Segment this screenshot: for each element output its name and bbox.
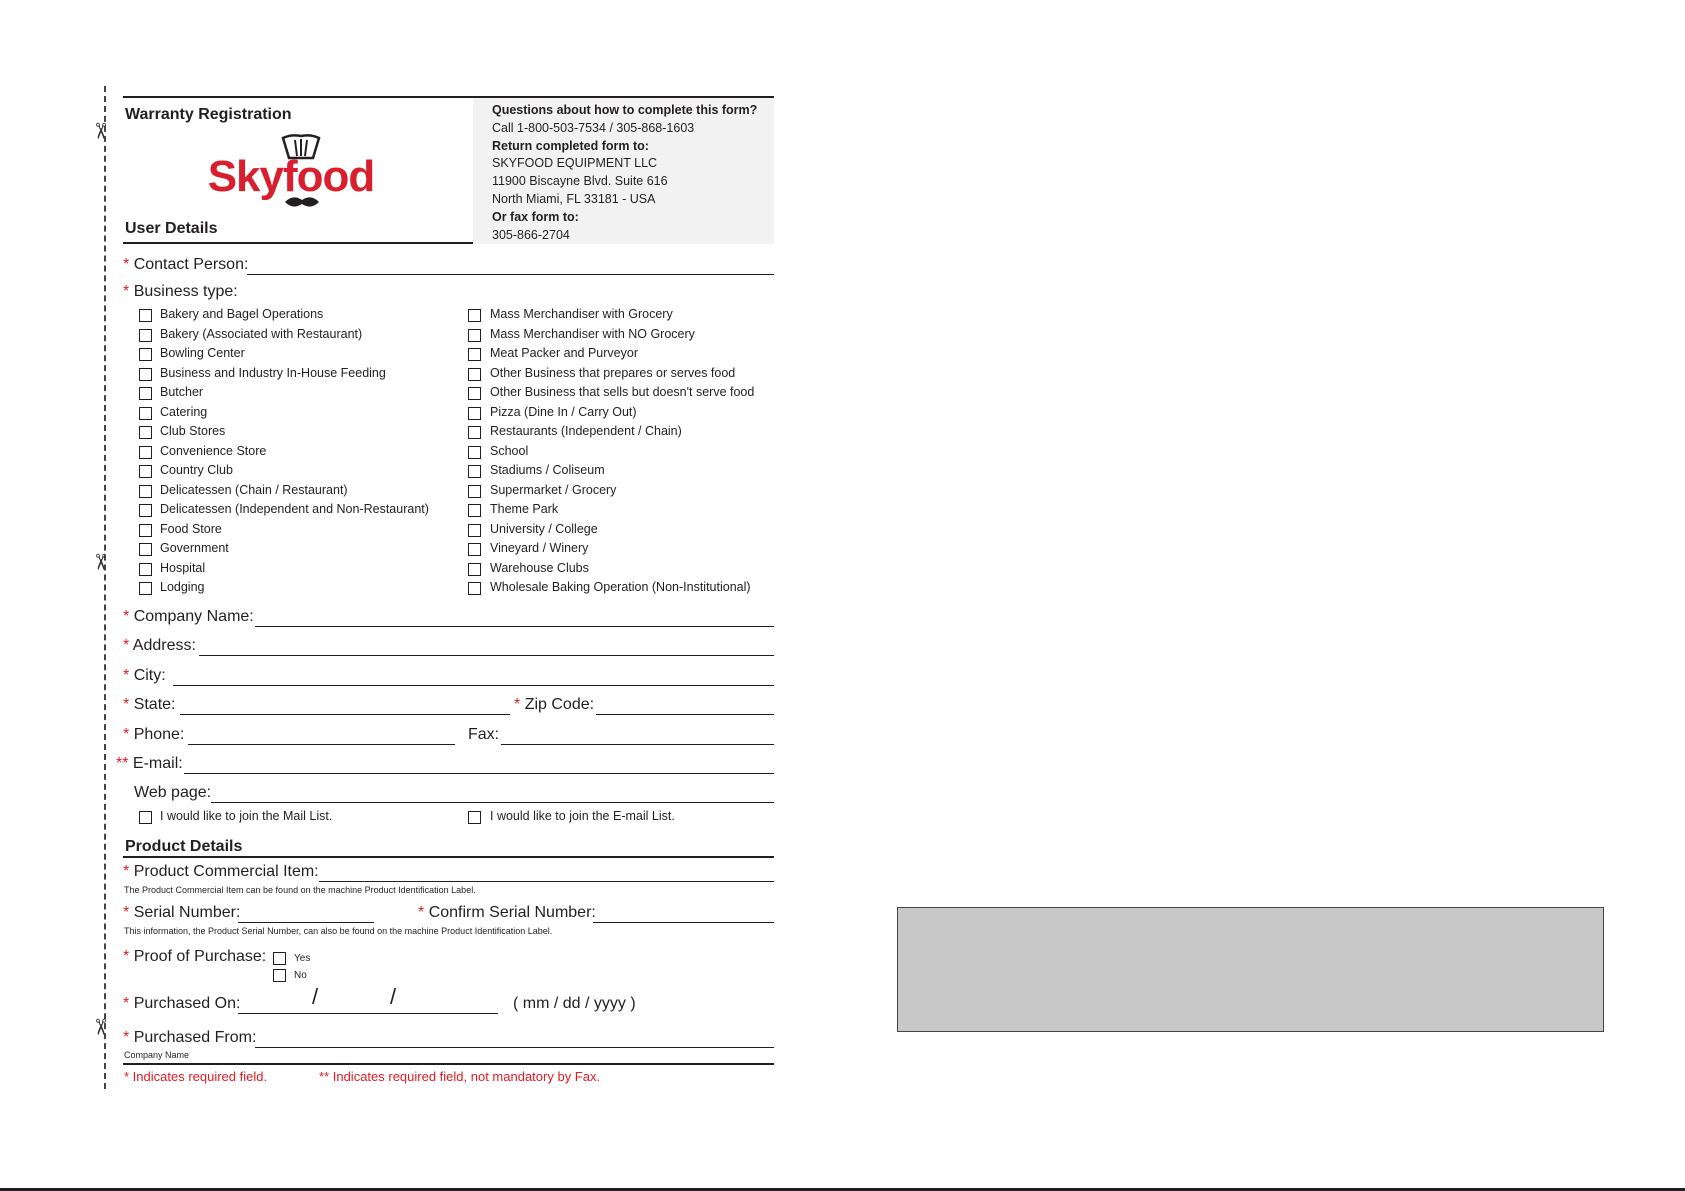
business-type-label: Wholesale Baking Operation (Non-Institutional)	[490, 580, 751, 594]
zip-field[interactable]	[596, 714, 774, 715]
company-name-label	[123, 608, 254, 626]
business-type-label: Club Stores	[160, 424, 226, 438]
required-mark: *	[123, 283, 130, 300]
business-type-checkbox[interactable]	[468, 387, 481, 400]
business-type-label: Warehouse Clubs	[490, 560, 589, 575]
business-type-label: Lodging	[160, 580, 205, 594]
fax-number: 305-866-2704	[492, 227, 570, 242]
product-details-heading: Product Details	[125, 838, 243, 855]
fax-field[interactable]	[501, 744, 774, 745]
field-label: Contact Person:	[133, 256, 249, 273]
user-details-heading: User Details	[125, 220, 218, 237]
business-type-checkbox[interactable]	[468, 504, 481, 517]
form-header	[123, 96, 774, 244]
footer-divider	[123, 1063, 774, 1065]
mail-list-label: I would like to join the Mail List.	[160, 809, 333, 823]
phone-text: Call 1-800-503-7534 / 305-868-1603	[492, 120, 695, 135]
email-list-checkbox[interactable]	[468, 811, 481, 824]
phone-label	[123, 726, 184, 744]
business-type-label: Mass Merchandiser with Grocery	[490, 307, 673, 321]
field-label: Purchased On:	[133, 995, 241, 1012]
company-name-field[interactable]	[255, 626, 774, 627]
date-format-hint: ( mm / dd / yyyy )	[513, 995, 636, 1012]
business-type-label: Bakery and Bagel Operations	[160, 307, 324, 321]
business-type-checkbox[interactable]	[139, 465, 152, 478]
required-mark: *	[123, 608, 130, 625]
phone-field[interactable]	[188, 744, 455, 745]
company-name-hint: Company Name	[124, 1050, 190, 1060]
business-type-label: Mass Merchandiser with NO Grocery	[490, 326, 695, 341]
serial-number-field[interactable]	[238, 922, 374, 923]
company-text: SKYFOOD EQUIPMENT LLC	[492, 156, 658, 171]
business-type-checkbox[interactable]	[468, 563, 481, 576]
field-label: Proof of Purchase:	[133, 948, 267, 965]
section-divider	[123, 856, 774, 858]
business-type-label: School	[490, 443, 529, 458]
field-label: Business type:	[133, 283, 238, 300]
business-type-label: Country Club	[160, 463, 233, 477]
business-type-checkbox[interactable]	[468, 329, 481, 342]
business-type-checkbox[interactable]	[468, 582, 481, 595]
commercial-item-field[interactable]	[319, 881, 774, 882]
business-type-checkbox[interactable]	[139, 485, 152, 498]
contact-person-label	[123, 256, 248, 274]
business-type-checkbox[interactable]	[139, 426, 152, 439]
business-type-label: Business and Industry In-House Feeding	[160, 365, 386, 380]
street-text: 11900 Biscayne Blvd. Suite 616	[492, 174, 668, 189]
business-type-checkbox[interactable]	[468, 543, 481, 556]
fax-field-label: Fax:	[468, 726, 500, 743]
required-mark: *	[514, 696, 521, 713]
proof-no-label: No	[294, 970, 307, 981]
required-mark: *	[123, 995, 130, 1012]
commercial-item-label	[123, 863, 319, 881]
state-field[interactable]	[180, 714, 510, 715]
double-required-note: ** Indicates required field, not mandatory by Fax.	[319, 1069, 601, 1084]
business-type-label: Hospital	[160, 560, 206, 575]
business-type-label: Vineyard / Winery	[490, 541, 589, 555]
business-type-label: Convenience Store	[160, 443, 267, 458]
confirm-serial-field[interactable]	[593, 922, 774, 923]
business-type-checkbox[interactable]	[139, 582, 152, 595]
business-type-label	[123, 283, 238, 301]
purchased-from-label	[123, 1029, 256, 1047]
email-field[interactable]	[184, 773, 774, 774]
skyfood-logo	[201, 132, 381, 212]
city-label	[123, 667, 166, 685]
business-type-checkbox[interactable]	[139, 446, 152, 459]
required-field-note: * Indicates required field.	[124, 1069, 268, 1084]
purchased-on-label	[123, 995, 240, 1013]
city-text: North Miami, FL 33181 - USA	[492, 191, 656, 206]
business-type-label: Delicatessen (Chain / Restaurant)	[160, 482, 348, 497]
required-mark: *	[123, 696, 130, 713]
question-text: Questions about how to complete this form?	[492, 103, 758, 117]
logo-wordmark: Skyfood	[207, 152, 375, 201]
zip-label	[514, 696, 594, 714]
business-type-label: Government	[160, 541, 229, 555]
required-mark: *	[123, 726, 130, 743]
business-type-label: Stadiums / Coliseum	[490, 463, 605, 477]
business-type-checkbox[interactable]	[139, 387, 152, 400]
contact-person-field[interactable]	[247, 274, 774, 275]
business-type-label: Delicatessen (Independent and Non-Restaurant)	[160, 502, 429, 516]
required-mark: *	[123, 667, 130, 684]
required-mark: *	[123, 256, 130, 273]
business-type-label: Catering	[160, 404, 208, 419]
confirm-serial-label	[418, 904, 596, 922]
proof-of-purchase-label	[123, 948, 266, 966]
city-field[interactable]	[173, 685, 774, 686]
address-field[interactable]	[199, 655, 774, 656]
date-separator: /	[312, 984, 319, 1009]
business-type-label: Meat Packer and Purveyor	[490, 346, 638, 360]
field-label: Zip Code:	[524, 696, 595, 713]
field-label: City:	[133, 667, 166, 684]
business-type-checkbox[interactable]	[139, 543, 152, 556]
cut-line	[104, 86, 106, 1089]
double-required-mark: **	[116, 755, 129, 772]
business-type-checkbox[interactable]	[468, 407, 481, 420]
business-type-label: Restaurants (Independent / Chain)	[490, 424, 682, 438]
field-label: Address:	[132, 637, 196, 654]
business-type-label: Other Business that sells but doesn't serve food	[490, 385, 755, 399]
business-type-checkbox[interactable]	[139, 329, 152, 342]
required-mark: *	[418, 904, 425, 921]
business-type-label: University / College	[490, 521, 598, 536]
business-type-checkbox[interactable]	[139, 309, 152, 322]
web-page-field[interactable]	[211, 802, 774, 803]
proof-no-checkbox[interactable]	[273, 969, 286, 982]
scissors-icon: ✂	[87, 1017, 113, 1037]
address-label	[123, 637, 196, 655]
business-type-checkbox[interactable]	[468, 348, 481, 361]
required-mark: *	[123, 863, 130, 880]
business-type-checkbox[interactable]	[468, 368, 481, 381]
field-label: Serial Number:	[133, 904, 241, 921]
business-type-checkbox[interactable]	[139, 368, 152, 381]
purchased-from-field[interactable]	[255, 1047, 774, 1048]
business-type-checkbox[interactable]	[468, 485, 481, 498]
serial-number-note: This information, the Product Serial Number, can also be found on the machine Product Identification Label.	[124, 926, 553, 936]
field-label: Product Commercial Item:	[133, 863, 319, 880]
state-label	[123, 696, 176, 714]
field-label: Purchased From:	[133, 1029, 257, 1046]
field-label: Confirm Serial Number:	[428, 904, 596, 921]
fax-label: Or fax form to:	[492, 209, 579, 224]
form-title: Warranty Registration	[125, 106, 292, 123]
proof-yes-checkbox[interactable]	[273, 952, 286, 965]
gray-box	[897, 907, 1604, 1032]
contact-info-panel	[473, 98, 774, 244]
serial-number-label	[123, 904, 240, 922]
email-label	[116, 755, 183, 773]
commercial-item-note: The Product Commercial Item can be found on the machine Product Identification Label.	[124, 885, 476, 895]
required-mark: *	[123, 904, 130, 921]
business-type-label: Theme Park	[490, 502, 559, 516]
date-separator: /	[390, 984, 397, 1009]
business-type-label: Bakery (Associated with Restaurant)	[160, 326, 363, 341]
scissors-icon: ✂	[87, 121, 113, 141]
purchased-on-field[interactable]	[238, 1013, 498, 1014]
business-type-checkbox[interactable]	[468, 524, 481, 537]
business-type-checkbox[interactable]	[468, 309, 481, 322]
business-type-checkbox[interactable]	[139, 407, 152, 420]
business-type-checkbox[interactable]	[139, 563, 152, 576]
mail-list-checkbox[interactable]	[139, 811, 152, 824]
business-type-checkbox[interactable]	[139, 348, 152, 361]
email-list-label: I would like to join the E-mail List.	[490, 809, 675, 823]
business-type-checkbox[interactable]	[139, 504, 152, 517]
field-label: Phone:	[133, 726, 185, 743]
scissors-icon: ✂	[87, 552, 113, 572]
business-type-label: Bowling Center	[160, 346, 245, 360]
business-type-checkbox[interactable]	[468, 446, 481, 459]
field-label: Company Name:	[133, 608, 254, 625]
field-label: E-mail:	[132, 755, 183, 772]
business-type-label: Butcher	[160, 385, 204, 399]
business-type-label: Other Business that prepares or serves food	[490, 365, 736, 380]
business-type-label: Supermarket / Grocery	[490, 482, 617, 497]
field-label: State:	[133, 696, 176, 713]
warranty-form	[116, 96, 774, 1091]
business-type-checkbox[interactable]	[468, 426, 481, 439]
business-type-checkbox[interactable]	[468, 465, 481, 478]
required-mark: *	[123, 948, 130, 965]
proof-yes-label: Yes	[294, 953, 311, 964]
required-mark: *	[123, 1029, 130, 1046]
business-type-label: Pizza (Dine In / Carry Out)	[490, 404, 637, 419]
required-mark: *	[123, 637, 130, 654]
return-label: Return completed form to:	[492, 138, 649, 153]
business-type-checkbox[interactable]	[139, 524, 152, 537]
business-type-label: Food Store	[160, 521, 222, 536]
web-page-label: Web page:	[134, 784, 212, 801]
